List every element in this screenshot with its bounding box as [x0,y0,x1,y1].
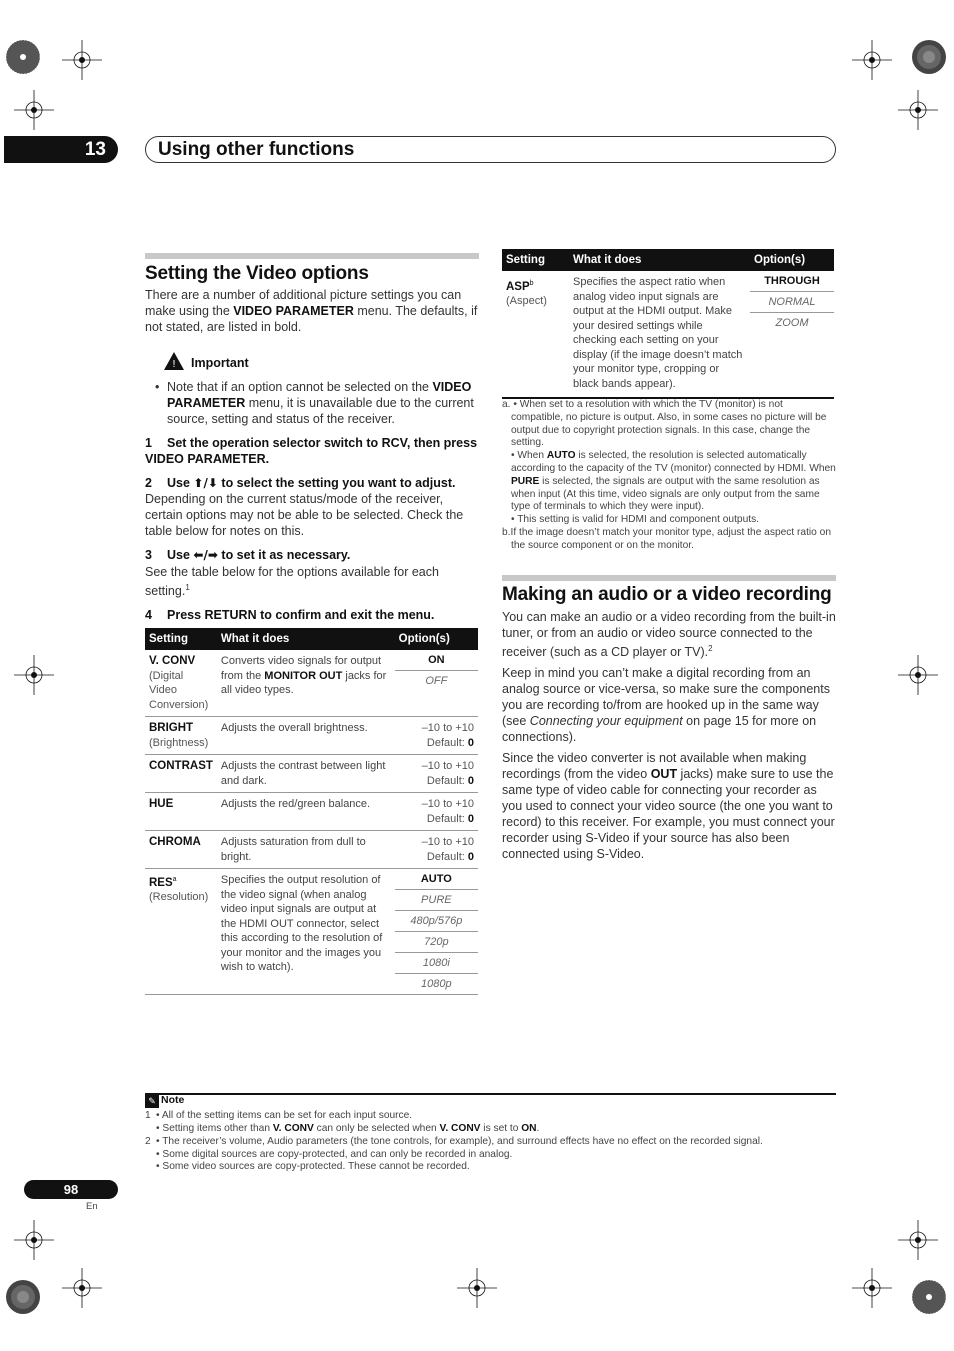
note-2b: • Some digital sources are copy-protected, and can only be recorded in analog. [156,1149,513,1160]
important-bullet: • Note that if an option cannot be selected on the VIDEO PARAMETER menu, it is unavailable due to the current source, setting and status of the receiver. [155,380,474,426]
registration-wheel-top-left [4,38,42,76]
option-on: ON [395,650,478,671]
important-icon [163,351,185,371]
option-through: THROUGH [750,271,834,292]
note-2c: • Some video sources are copy-protected. These cannot be recorded. [156,1161,470,1172]
note-rule [145,1093,836,1095]
column-header-options: Option(s) [395,628,478,650]
chapter-title: Using other functions [145,136,836,163]
step-3: 3 Use ⬅/➡ to set it as necessary. [145,548,351,562]
option-off: OFF [425,675,448,687]
recording-paragraph-2: Keep in mind you can’t make a digital recording from an analog source or vice-versa, so make sure the components you are recording to/from are hooked up in the same way (see Connecting your equipment on page 15 for more on connections). [502,666,830,744]
chapter-number-badge: 13 [4,136,118,163]
note-2-num: 2 [145,1136,151,1147]
table-footnote-a: a. • When set to a resolution with which the TV (monitor) is not compatible, no picture is output. Also, in some cases no picture will be output due to copyright protection signals. In this case, change the setting. • When AUTO is selected, the resolution is selected automatically according to the capacity of the TV (monitor) connected by HDMI. When PURE is selected, the signals are output with the same resolution as when input (At this time, video signals are only output from the same type of terminals to which they were input). • This setting is valid for HDMI and component outputs. b.If the image doesn’t match your monitor type, adjust the aspect ratio on the source component or on the monitor. [502,399,836,551]
table-row: HUE Adjusts the red/green balance. –10 to +10 Default: 0 [145,793,478,831]
table-row: RES$^a$ (Resolution) Specifies the output resolution of the video signal (when analog video input signals are output at the HDMI OUT connector, select this according to the resolution of your monitor and the images you wish to watch). AUTO PURE 480p/576p 720p 1080i 1080p [145,869,478,995]
column-header-what: What it does [217,628,395,650]
option-1080i: 1080i [395,953,478,974]
option-1080p: 1080p [421,978,452,990]
note-2a: • The receiver’s volume, Audio parameters (the tone controls, for example), and surround effects have no effect on the recorded signal. [156,1136,763,1147]
option-480p-576p: 480p/576p [395,911,478,932]
crosshair-mark [14,90,54,130]
table-header-row [502,249,834,271]
page-number: 98 [24,1180,118,1199]
option-zoom: ZOOM [775,317,809,329]
option-pure: PURE [395,890,478,911]
crosshair-mark [62,1268,102,1308]
section-rule [145,253,479,259]
video-options-intro: There are a number of additional picture settings you can make using the VIDEO PARAMETER menu. The defaults, if not stated, are listed in bold. [145,288,478,334]
registration-wheel-bottom-right [910,1278,948,1316]
note-icon: ✎ [145,1095,159,1108]
table-header-row [145,628,478,650]
up-down-arrows-icon: ⬆/⬇ [193,476,218,490]
registration-wheel-bottom-left [4,1278,42,1316]
registration-wheel-top-right [910,38,948,76]
option-auto: AUTO [395,869,478,890]
step-2-body: Depending on the current status/mode of the receiver, certain options may not be able to be selected. Check the table below for notes on this. [145,492,464,538]
crosshair-mark [14,1220,54,1260]
step-1: 1 Set the operation selector switch to RCV, then press VIDEO PARAMETER. [145,436,478,466]
table-row: V. CONV (Digital Video Conversion) Converts video signals for output from the MONITOR OUT jacks for all video types. ON OFF [145,650,478,717]
note-1b: • Setting items other than V. CONV can only be selected when V. CONV is set to ON. [156,1123,540,1134]
left-right-arrows-icon: ⬅/➡ [193,548,218,562]
section-heading-recording: Making an audio or a video recording [502,584,832,605]
step-4: 4 Press RETURN to confirm and exit the menu. [145,608,435,622]
option-normal: NORMAL [750,292,834,313]
crosshair-mark [852,1268,892,1308]
important-label: Important [191,356,249,370]
table-row: ASP$^b$ (Aspect) Specifies the aspect ratio when analog video input signals are output at the HDMI output. Make your desired settings while checking each setting on your display (if the image doesn’t match your monitor type, cropping or black bands appear). THROUGH NORMAL ZOOM [502,271,834,398]
crosshair-mark [852,40,892,80]
crosshair-mark [898,1220,938,1260]
section-heading-video-options: Setting the Video options [145,263,369,284]
column-header-setting: Setting [145,628,217,650]
crosshair-mark [62,40,102,80]
column-header-setting: Setting [502,249,569,271]
recording-paragraph-3: Since the video converter is not available when making recordings (from the video OUT jacks) make sure to use the same type of video cable for connecting your recorder as you used to connect your video source (the one you want to record) to this receiver. For example, you must connect your recorder using S-Video if your source has also been connected using S-Video. [502,751,835,861]
table-row: BRIGHT (Brightness) Adjusts the overall brightness. –10 to +10 Default: 0 [145,717,478,755]
step-3-body: See the table below for the options available for each setting.$^1$ [145,565,439,599]
column-header-options: Option(s) [750,249,834,271]
recording-paragraph-1: You can make an audio or a video recording from the built-in tuner, or from an audio or video source connected to the receiver (such as a CD player or TV).$^2$ [502,610,836,660]
page-language: En [86,1201,98,1212]
section-rule [502,575,836,581]
column-header-what: What it does [569,249,750,271]
step-2: 2 Use ⬆/⬇ to select the setting you want to adjust. [145,476,456,490]
note-1-num: 1 [145,1110,151,1121]
note-label: Note [161,1094,185,1106]
video-options-table [145,628,478,995]
table-row: CONTRAST Adjusts the contrast between light and dark. –10 to +10 Default: 0 [145,755,478,793]
crosshair-mark [14,655,54,695]
crosshair-mark [457,1268,497,1308]
table-row: CHROMA Adjusts saturation from dull to bright. –10 to +10 Default: 0 [145,831,478,869]
note-1a: • All of the setting items can be set for each input source. [156,1110,413,1121]
crosshair-mark [898,90,938,130]
svg-text:!: ! [171,359,177,370]
aspect-options-table [502,249,834,399]
option-720p: 720p [395,932,478,953]
crosshair-mark [898,655,938,695]
